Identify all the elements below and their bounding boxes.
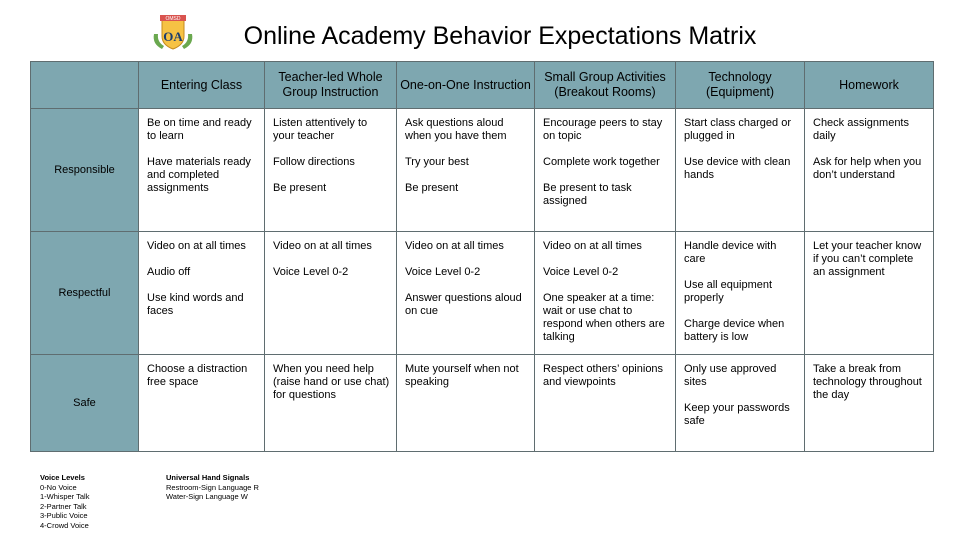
row-header: Respectful (31, 232, 139, 355)
expectation-item: Follow directions (273, 156, 355, 168)
matrix-cell (397, 232, 535, 355)
voice-level-item: 3-Public Voice (40, 511, 88, 521)
expectation-item: Start class charged or plugged in (684, 117, 791, 142)
expectation-item: Mute yourself when not speaking (405, 363, 519, 388)
column-header: Entering Class (139, 62, 265, 109)
voice-level-item: 4-Crowd Voice (40, 520, 89, 530)
matrix-cell (265, 355, 397, 452)
row-header: Safe (31, 355, 139, 452)
voice-levels-legend (40, 473, 89, 531)
expectation-item: Check assignments daily (813, 117, 909, 142)
expectation-item: Let your teacher know if you can’t complete an assignment (813, 240, 922, 278)
matrix-cell (265, 109, 397, 232)
matrix-cell (676, 232, 805, 355)
matrix-row-respectful (31, 232, 934, 355)
voice-level-item: 2-Partner Talk (40, 501, 87, 511)
matrix-cell (139, 232, 265, 355)
expectation-item: Use device with clean hands (684, 156, 791, 181)
row-header: Responsible (31, 109, 139, 232)
expectation-item: Take a break from technology throughout the day (813, 363, 922, 401)
school-crest-logo (150, 12, 196, 52)
column-header: Teacher-led Whole Group Instruction (265, 62, 397, 109)
column-header: Small Group Activities (Breakout Rooms) (535, 62, 676, 109)
expectation-item: When you need help (raise hand or use chat) for questions (273, 363, 390, 401)
matrix-cell (265, 232, 397, 355)
expectation-item: Be present (405, 182, 459, 194)
voice-level-item: 1-Whisper Talk (40, 492, 90, 502)
expectation-item: Only use approved sites (684, 363, 777, 388)
expectation-item: Handle device with care (684, 240, 777, 265)
logo-monogram: OA (163, 29, 183, 44)
expectation-item: Use kind words and faces (147, 292, 244, 317)
hand-signals-legend (166, 473, 259, 502)
hand-signal-item: Water-Sign Language W (166, 492, 248, 502)
expectation-item: Respect others’ opinions and viewpoints (543, 363, 664, 388)
expectation-item: One speaker at a time: wait or use chat to respond when others are talking (543, 292, 665, 343)
expectation-item: Choose a distraction free space (147, 363, 248, 388)
matrix-cell (397, 109, 535, 232)
expectation-item: Be present (273, 182, 327, 194)
matrix-cell (805, 232, 934, 355)
expectation-item: Audio off (147, 266, 191, 278)
header-row (31, 62, 934, 109)
voice-levels-heading: Voice Levels (40, 473, 85, 482)
expectation-item: Video on at all times (147, 240, 246, 252)
expectation-item: Voice Level 0-2 (273, 266, 349, 278)
expectation-item: Try your best (405, 156, 469, 168)
matrix-cell (397, 355, 535, 452)
matrix-cell (139, 355, 265, 452)
expectation-item: Voice Level 0-2 (405, 266, 481, 278)
behavior-matrix-table (30, 61, 934, 452)
voice-level-item: 0-No Voice (40, 482, 77, 492)
expectation-item: Video on at all times (273, 240, 372, 252)
expectation-item: Have materials ready and completed assignments (147, 156, 251, 194)
matrix-cell (139, 109, 265, 232)
logo-banner-text: OMSD (165, 16, 181, 22)
matrix-cell (805, 109, 934, 232)
expectation-item: Use all equipment properly (684, 279, 773, 304)
matrix-cell (535, 355, 676, 452)
expectation-item: Keep your passwords safe (684, 402, 790, 427)
expectation-item: Complete work together (543, 156, 660, 168)
header-corner-cell (31, 62, 139, 109)
column-header: Technology (Equipment) (676, 62, 805, 109)
column-header: One-on-One Instruction (397, 62, 535, 109)
expectation-item: Charge device when battery is low (684, 318, 785, 343)
expectation-item: Be on time and ready to learn (147, 117, 252, 142)
expectation-item: Encourage peers to stay on topic (543, 117, 663, 142)
expectation-item: Answer questions aloud on cue (405, 292, 522, 317)
matrix-cell (676, 109, 805, 232)
matrix-row-responsible (31, 109, 934, 232)
hand-signal-item: Restroom-Sign Language R (166, 482, 259, 492)
expectation-item: Video on at all times (543, 240, 642, 252)
expectation-item: Listen attentively to your teacher (273, 117, 368, 142)
expectation-item: Voice Level 0-2 (543, 266, 619, 278)
expectation-item: Be present to task assigned (543, 182, 632, 207)
hand-signals-heading: Universal Hand Signals (166, 473, 250, 482)
matrix-cell (535, 232, 676, 355)
matrix-row-safe (31, 355, 934, 452)
matrix-cell (535, 109, 676, 232)
matrix-cell (676, 355, 805, 452)
column-header: Homework (805, 62, 934, 109)
page-title: Online Academy Behavior Expectations Matrix (243, 22, 757, 50)
expectation-item: Ask for help when you don’t understand (813, 156, 922, 181)
expectation-item: Ask questions aloud when you have them (405, 117, 507, 142)
expectation-item: Video on at all times (405, 240, 504, 252)
matrix-cell (805, 355, 934, 452)
